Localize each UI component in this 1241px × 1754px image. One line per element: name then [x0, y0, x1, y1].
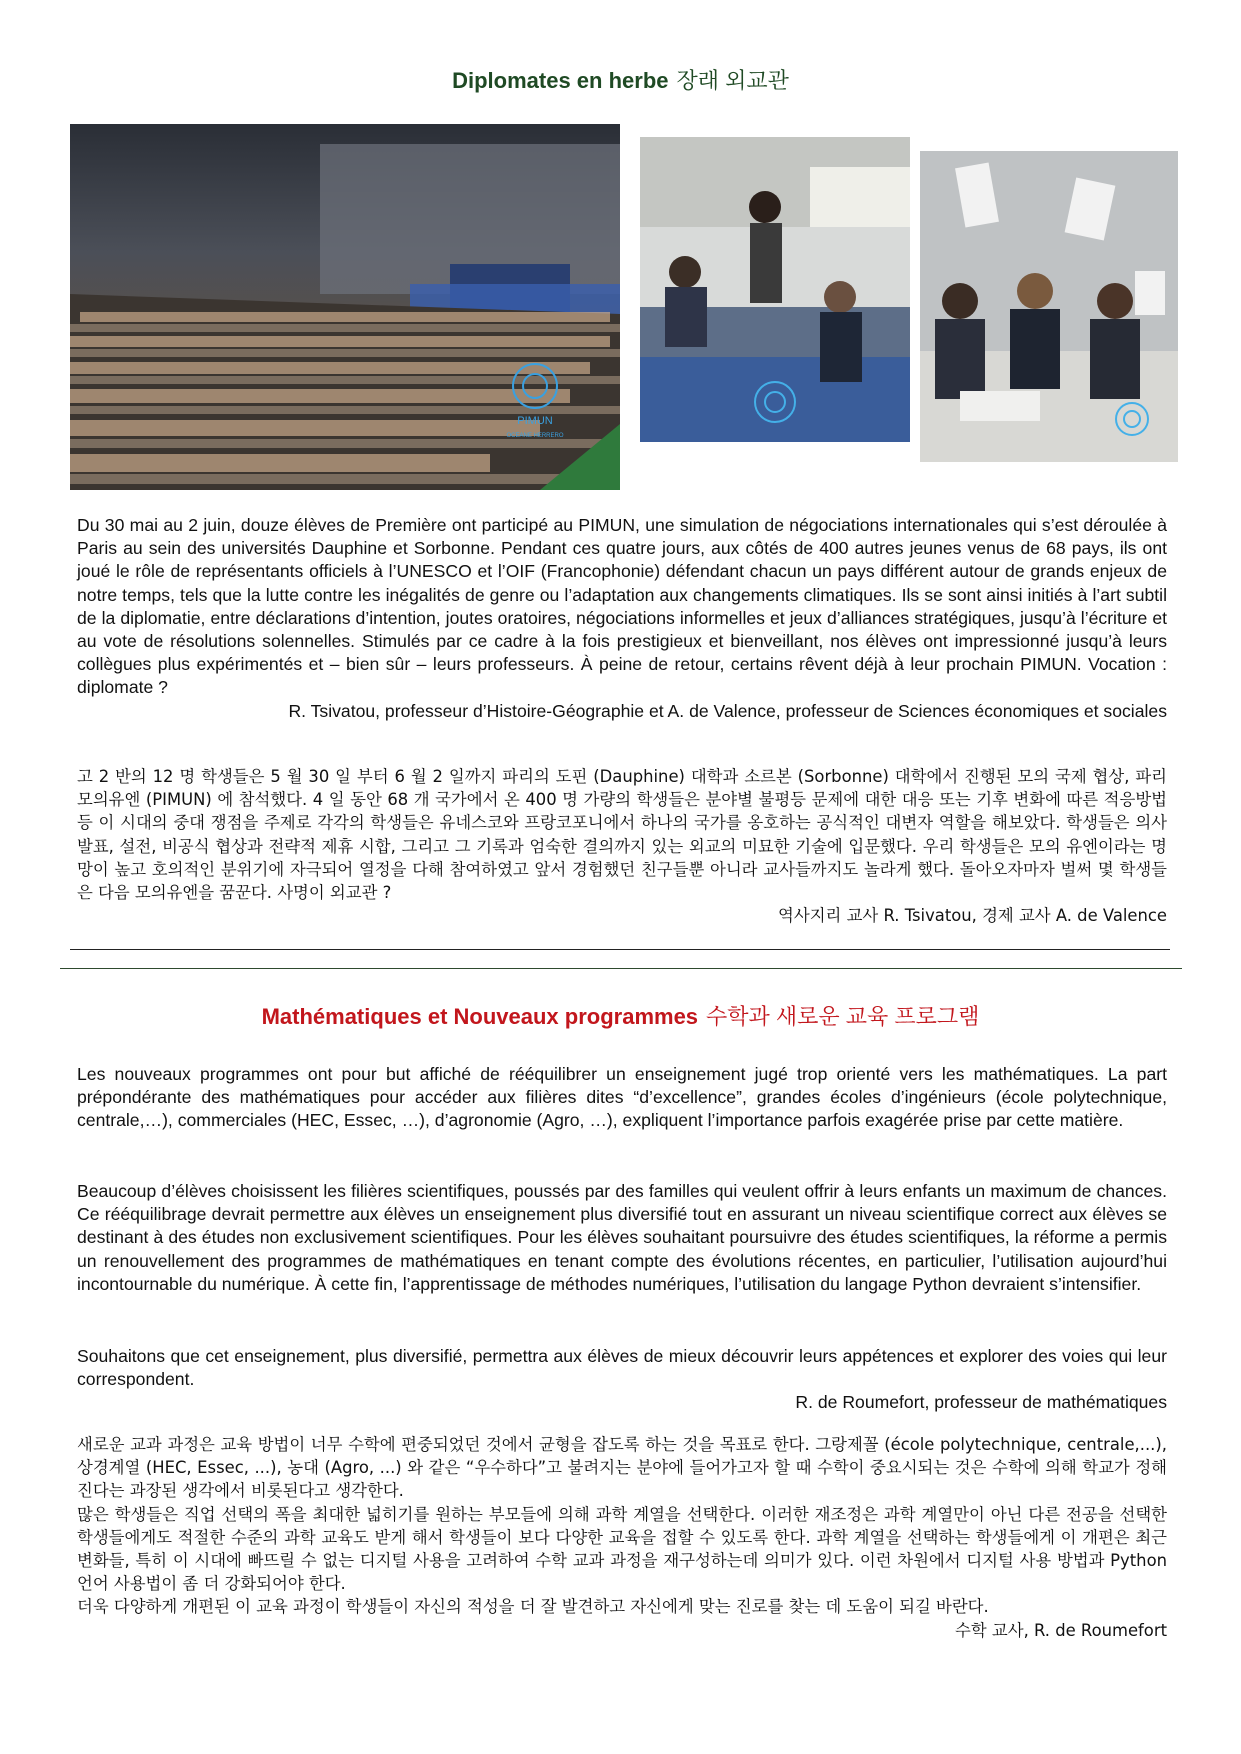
maths-signature-ko: 수학 교사, R. de Roumefort: [955, 1620, 1167, 1640]
section1-underline: [70, 949, 1170, 950]
section-title-mathematiques: [0, 1000, 1241, 1031]
section-title-diplomates: [0, 64, 1241, 95]
maths-text-ko: [77, 1433, 1167, 1642]
photo-amphitheatre: [70, 124, 620, 490]
diplomates-text-ko: [77, 765, 1167, 927]
diplomates-signature-fr: R. Tsivatou, professeur d’Histoire-Géographie et A. de Valence, professeur de Sciences économiques et sociales: [288, 700, 1167, 721]
photo-placards: [920, 151, 1178, 462]
maths-signature-fr: R. de Roumefort, professeur de mathématiques: [795, 1392, 1167, 1413]
diplomates-text-fr: [77, 514, 1167, 723]
maths-paragraph1-ko: 새로운 교과 과정은 교육 방법이 너무 수학에 편중되었던 것에서 균형을 잡도록 하는 것을 목표로 한다. 그랑제꼴 (école polytechnique, centrale,...), 상경계열 (HEC, Essec, ...), 농대 (Agro, ...) 와 같은 “우수하다”고 불려지는 분야에 들어가고자 할 때 수학이 중요시되는 것은 수학에 의해 학교가 정해진다는 과장된 생각에서 비롯된다고 생각한다.: [77, 1435, 1167, 1501]
title-ko: 수학과 새로운 교육 프로그램: [706, 1004, 980, 1029]
maths-paragraph3-fr: [77, 1345, 1167, 1415]
maths-paragraph1-text: Les nouveaux programmes ont pour but affiché de rééquilibrer un enseignement jugé trop orienté vers les mathématiques. La part prépondérante des mathématiques pour accéder aux filières dites “d’excellence”, grandes écoles d’ingénieurs (école polytechnique, centrale,…), commerciales (HEC, Essec, …), d’agronomie (Agro, …), expliquent l’importance parfois exagérée prise par cette matière.: [77, 1064, 1167, 1131]
maths-paragraph3-text: Souhaitons que cet enseignement, plus diversifié, permettra aux élèves de mieux découvrir leurs appétences et explorer des voies qui leur correspondent.: [77, 1346, 1167, 1390]
maths-paragraph2-ko: 많은 학생들은 직업 선택의 폭을 최대한 넓히기를 원하는 부모들에 의해 과학 계열을 선택한다. 이러한 재조정은 과학 계열만이 아닌 다른 전공을 선택한 학생들에게도 적절한 수준의 과학 교육도 받게 해서 학생들이 보다 다양한 교육을 접할 수 있도록 한다. 과학 계열을 선택하는 학생들에게 이 개편은 최근 변화들, 특히 이 시대에 빠뜨릴 수 없는 디지털 사용을 고려하여 수학 교과 과정을 재구성하는데 의미가 있다. 이런 차원에서 디지털 사용 방법과 Python 언어 사용법이 좀 더 강화되어야 한다.: [77, 1504, 1167, 1594]
section-divider: [60, 968, 1182, 969]
title-fr: Diplomates en herbe: [452, 68, 669, 93]
title-fr: Mathématiques et Nouveaux programmes: [261, 1004, 699, 1029]
diplomates-paragraph-fr: Du 30 mai au 2 juin, douze élèves de Première ont participé au PIMUN, une simulation de négociations internationales qui s’est déroulée à Paris au sein des universités Dauphine et Sorbonne. Pendant ces quatre jours, aux côtés de 400 autres jeunes venus de 68 pays, ils ont joué le rôle de représentants officiels à l’UNESCO et l’OIF (Francophonie) défendant chacun un pays différent autour de grands enjeux de notre temps, tels que la lutte contre les inégalités de genre ou l’adaptation aux changements climatiques. Ils se sont ainsi initiés à l’art subtil de la diplomatie, entre déclarations d’intention, joutes oratoires, négociations informelles et jeux d’alliances stratégiques, jusqu’à l’écriture et au vote de résolutions solennelles. Stimulés par ce cadre à la fois prestigieux et bienveillant, nos élèves ont impressionné jusqu’à leurs collègues plus expérimentés et – bien sûr – leurs professeurs. À peine de retour, certains rêvent déjà à leur prochain PIMUN. Vocation : diplomate ?: [77, 515, 1167, 698]
maths-paragraph1-fr: [77, 1063, 1167, 1133]
photo-speaker: [640, 137, 910, 442]
maths-paragraph3-ko: 더욱 다양하게 개편된 이 교육 과정이 학생들이 자신의 적성을 더 잘 발견하고 자신에게 맞는 진로를 찾는 데 도움이 되길 바란다.: [77, 1597, 989, 1617]
photo1-logo-text: PIMUN: [517, 415, 553, 427]
maths-paragraph2-fr: [77, 1180, 1167, 1296]
title-ko: 장래 외교관: [676, 68, 789, 93]
photo1-credit-text: OCEANE HERRERO: [506, 433, 564, 439]
maths-paragraph2-text: Beaucoup d’élèves choisissent les filières scientifiques, poussés par des familles qui veulent offrir à leurs enfants un maximum de chances. Ce rééquilibrage devrait permettre aux élèves un enseignement plus diversifié tout en assurant un niveau scientifique correct aux élèves se destinant à des études non exclusivement scientifiques. Pour les élèves souhaitant poursuivre des études scientifiques, la réforme a permis un renouvellement des programmes de mathématiques en tenant compte des évolutions récentes, en particulier, l’utilisation aujourd’hui incontournable du numérique. À cette fin, l’apprentissage de méthodes numériques, l’utilisation du langage Python devraient s’intensifier.: [77, 1181, 1167, 1294]
diplomates-paragraph-ko: 고 2 반의 12 명 학생들은 5 월 30 일 부터 6 월 2 일까지 파리의 도핀 (Dauphine) 대학과 소르본 (Sorbonne) 대학에서 진행된 모의 국제 협상, 파리 모의유엔 (PIMUN) 에 참석했다. 4 일 동안 68 개 국가에서 온 400 명 가량의 학생들은 분야별 불평등 문제에 대한 대응 또는 기후 변화에 따른 적응방법 등 이 시대의 중대 쟁점을 주제로 각각의 학생들은 유네스코와 프랑코포니에서 하나의 국가를 옹호하는 공식적인 대변자 역할을 해보았다. 학생들은 의사 발표, 설전, 비공식 협상과 전략적 제휴 시합, 그리고 그 기록과 엄숙한 결의까지 있는 외교의 미묘한 기술에 입문했다. 우리 학생들은 모의 유엔이라는 명망이 높고 호의적인 분위기에 자극되어 열정을 다해 참여하였고 앞서 경험했던 친구들뿐 아니라 교사들까지도 놀라게 했다. 돌아오자마자 벌써 몇 학생들은 다음 모의유엔을 꿈꾼다. 사명이 외교관 ?: [77, 767, 1167, 903]
diplomates-signature-ko: 역사지리 교사 R. Tsivatou, 경제 교사 A. de Valence: [778, 906, 1167, 926]
